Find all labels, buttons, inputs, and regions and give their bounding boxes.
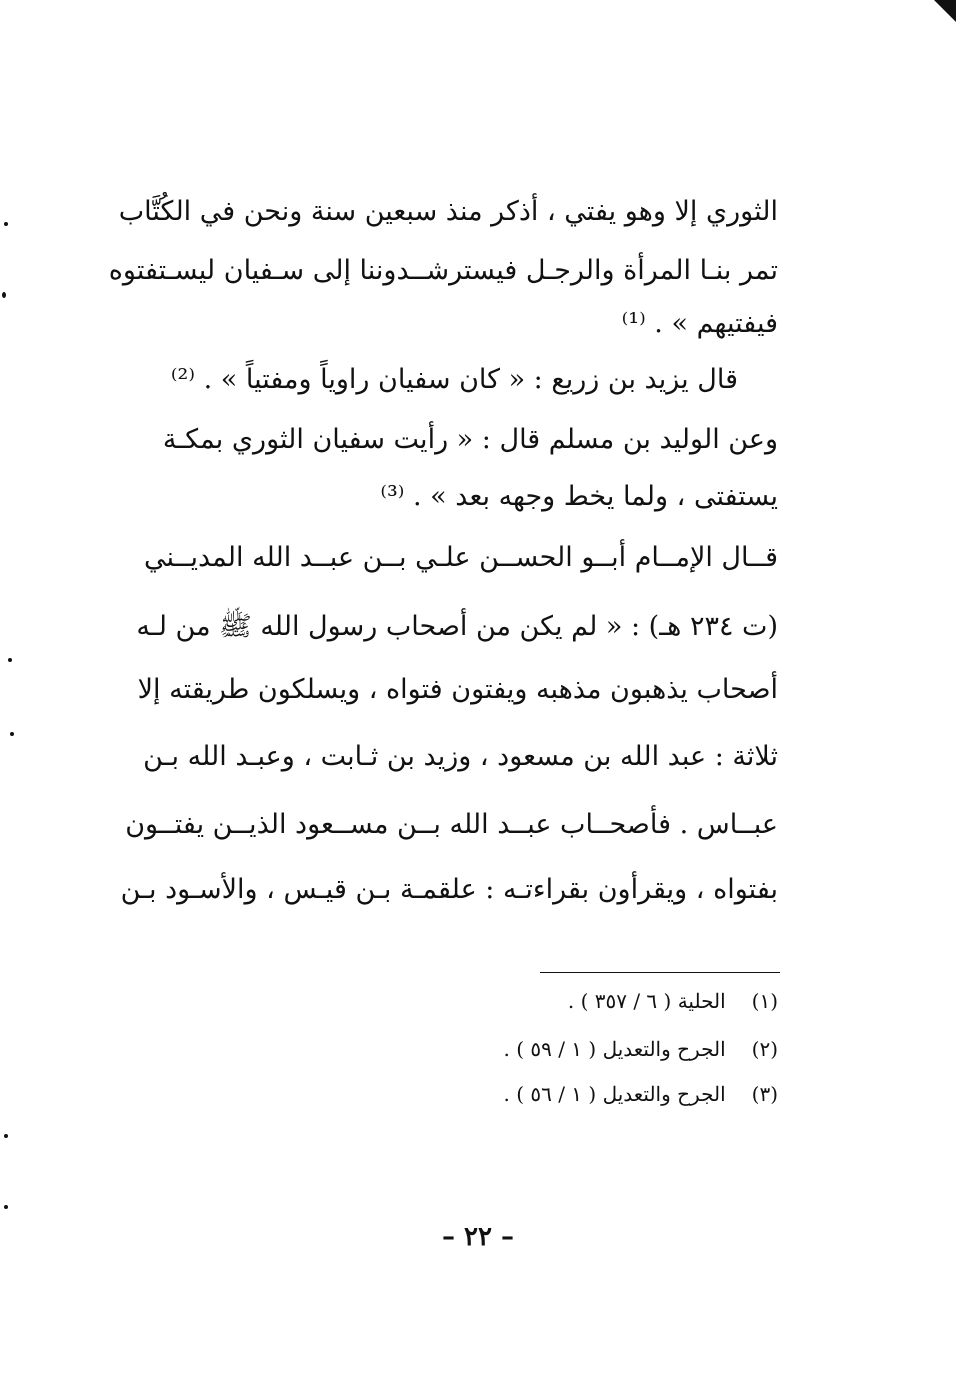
footnote-text: الحلية ( ٦ / ٣٥٧ ) . xyxy=(567,989,726,1013)
footnote xyxy=(178,1080,778,1108)
body-text-line: الثوري إلا وهو يفتي ، أذكر منذ سبعين سنة ونحن في الكُتَّاب xyxy=(118,196,778,227)
body-text-line: فيفتيهم » . ⁽¹⁾ xyxy=(621,308,778,339)
scan-speck xyxy=(4,1134,8,1138)
footnote-text: الجرح والتعديل ( ١ / ٥٩ ) . xyxy=(503,1037,726,1061)
body-text-line: بفتواه ، ويقرأون بقراءتـه : علقمـة بـن قيـس ، والأسـود بـن xyxy=(120,874,778,905)
scan-corner-mark xyxy=(934,0,956,22)
footnote-text: الجرح والتعديل ( ١ / ٥٦ ) . xyxy=(503,1082,726,1106)
body-text-line: قال يزيد بن زريع : « كان سفيان راوياً ومفتياً » . ⁽²⁾ xyxy=(170,364,738,395)
body-text-line: (ت ٢٣٤ هـ) : « لم يكن من أصحاب رسول الله ﷺ من لـه xyxy=(136,611,778,642)
body-text-line: تمر بنـا المرأة والرجـل فيسترشــدوننا إلى سـفيان ليسـتفتوه xyxy=(108,255,778,286)
footnote-number: (٢) xyxy=(751,1037,778,1061)
page-number: – ٢٢ – xyxy=(441,1222,515,1252)
body-text-line: يستفتى ، ولما يخط وجهه بعد » . ⁽³⁾ xyxy=(380,481,778,512)
body-text-line: قــال الإمــام أبــو الحســن علـي بــن عبــد الله المديــني xyxy=(144,542,778,573)
footnote-separator xyxy=(540,972,780,973)
footnote-number: (١) xyxy=(751,989,778,1013)
scan-speck xyxy=(2,292,6,298)
footnote xyxy=(178,1035,778,1063)
body-text-line: عبــاس . فأصحــاب عبــد الله بــن مســعود الذيــن يفتــون xyxy=(125,809,778,840)
body-text-line: وعن الوليد بن مسلم قال : « رأيت سفيان الثوري بمكـة xyxy=(162,424,778,455)
footnote-number: (٣) xyxy=(751,1082,778,1106)
scan-speck xyxy=(4,222,8,226)
body-text-line: ثلاثة : عبد الله بن مسعود ، وزيد بن ثـابت ، وعبـد الله بـن xyxy=(143,741,778,772)
footnote xyxy=(178,987,778,1015)
scan-speck xyxy=(8,658,12,662)
scan-speck xyxy=(10,732,14,736)
body-text-line: أصحاب يذهبون مذهبه ويفتون فتواه ، ويسلكون طريقته إلا xyxy=(137,674,778,705)
scan-speck xyxy=(4,1205,8,1209)
